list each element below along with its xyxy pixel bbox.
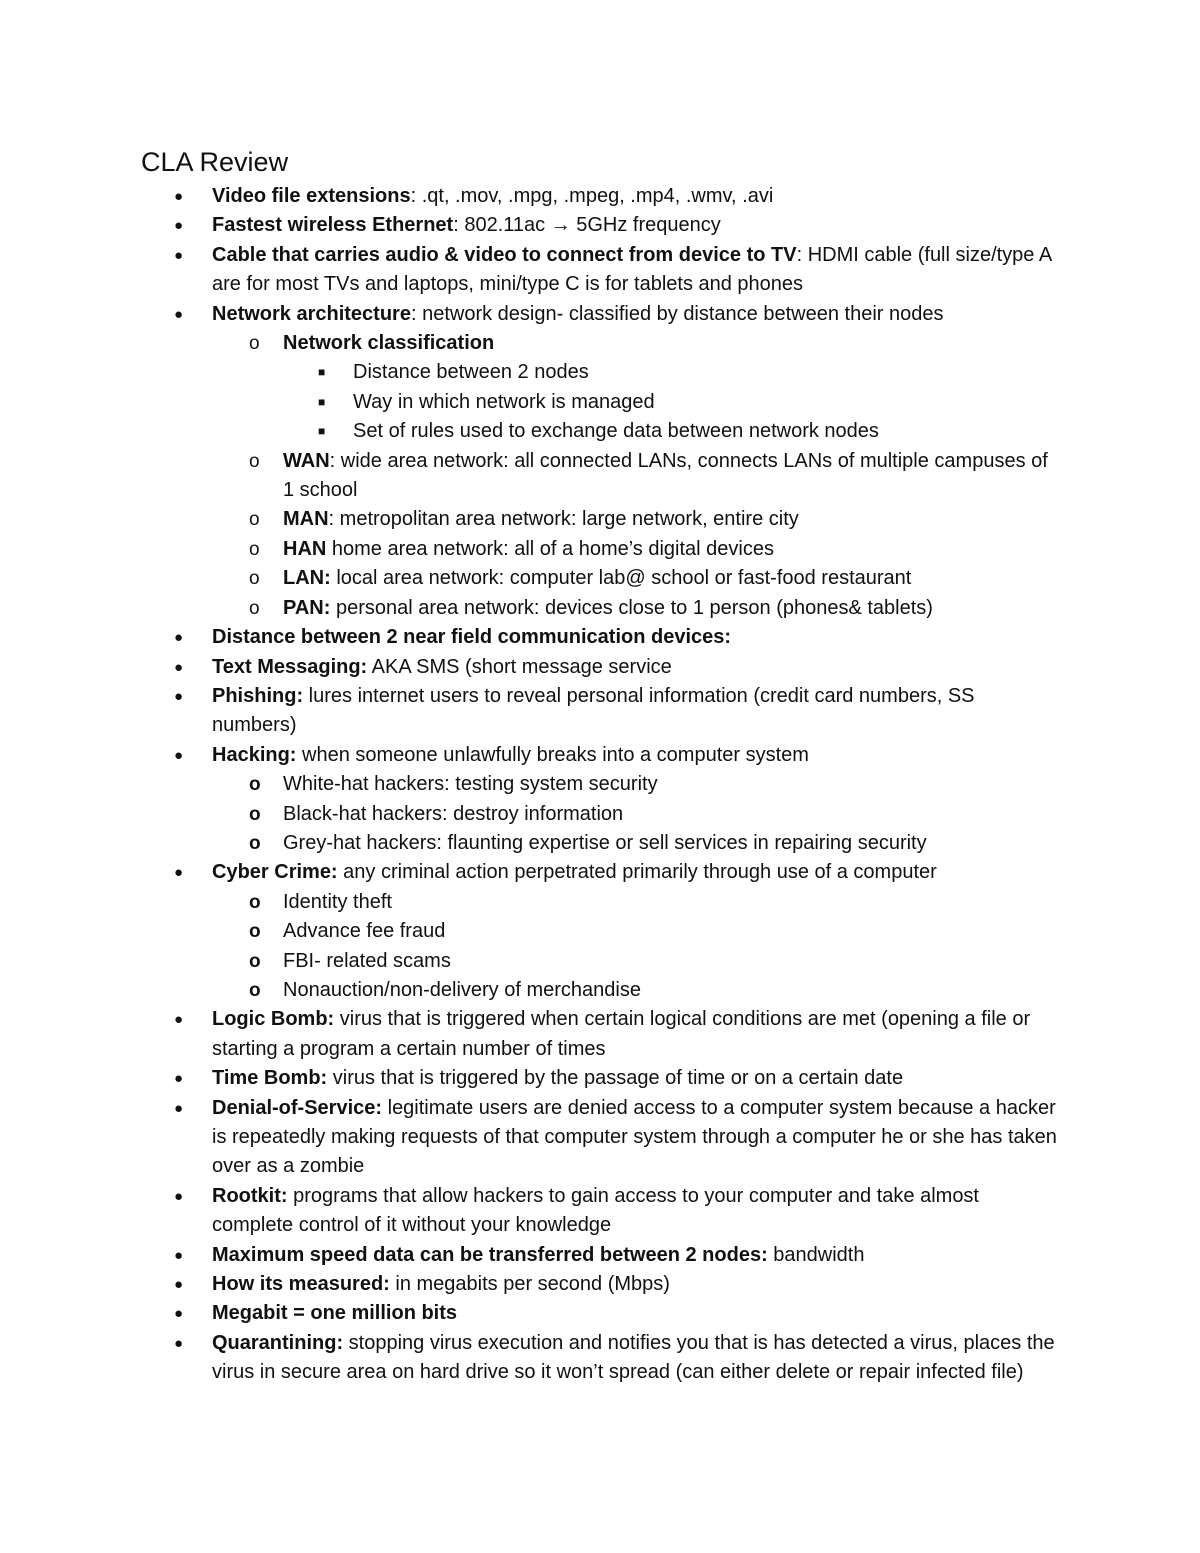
list-item <box>0 417 1053 446</box>
item-text: Advance fee fraud <box>283 920 446 943</box>
item-term: Network classification <box>283 332 495 355</box>
list-item <box>0 917 1053 946</box>
item-term: WAN <box>283 449 330 472</box>
item-text: Black-hat hackers: destroy information <box>283 802 624 825</box>
disc-bullet-icon: ● <box>174 1099 184 1117</box>
item-term: LAN: <box>283 567 331 590</box>
list-item <box>0 358 1053 387</box>
list-item <box>0 947 1053 976</box>
list-item <box>0 1064 1057 1093</box>
list-item <box>0 1005 1057 1064</box>
disc-bullet-icon: ● <box>174 658 184 676</box>
disc-bullet-icon: ● <box>174 246 184 264</box>
disc-bullet-icon: ● <box>174 864 184 882</box>
item-text: : metropolitan area network: large network, entire city <box>328 508 799 531</box>
circle-bullet-icon: o <box>249 538 260 560</box>
item-text: virus that is triggered when certain logical conditions are met (opening a file or starting a program a certain number of times <box>212 1008 1031 1060</box>
disc-bullet-icon: ● <box>174 629 184 647</box>
item-term: Hacking: <box>212 743 297 766</box>
item-term: Megabit = one million bits <box>212 1302 458 1325</box>
item-term: Maximum speed data can be transferred between 2 nodes: <box>212 1243 768 1266</box>
item-text: in megabits per second (Mbps) <box>389 1273 670 1296</box>
disc-bullet-icon: ● <box>174 1070 184 1088</box>
list-item <box>0 1299 1057 1328</box>
square-bullet-icon: ■ <box>318 394 326 409</box>
item-text: Nonauction/non-delivery of merchandise <box>283 978 641 1001</box>
list-item <box>0 829 1053 858</box>
circle-bullet-icon: o <box>249 921 261 943</box>
item-text: bandwidth <box>767 1243 865 1266</box>
circle-bullet-icon: o <box>249 450 260 472</box>
item-text: stopping virus execution and notifies you that is has detected a virus, places the virus in secure area on hard drive so it won’t spread (can either delete or repair infected file) <box>212 1331 1055 1384</box>
square-bullet-icon: ■ <box>318 365 326 380</box>
list-item <box>0 623 1057 652</box>
disc-bullet-icon: ● <box>174 188 184 205</box>
disc-bullet-icon: ● <box>174 1246 184 1264</box>
item-text: Way in which network is managed <box>353 390 655 413</box>
item-term: MAN <box>283 508 329 531</box>
item-term: Fastest wireless Ethernet <box>212 214 454 237</box>
item-text: : HDMI cable (full size/type A are for most TVs and laptops, mini/type C is for tablets and phones <box>212 243 1052 296</box>
circle-bullet-icon: o <box>249 597 260 619</box>
item-term: Denial-of-Service: <box>212 1096 383 1119</box>
list-item <box>0 1270 1057 1299</box>
item-text: legitimate users are denied access to a computer system because a hacker is repeatedly making requests of that computer system through a computer he or she has taken over as a zombie <box>212 1096 1057 1178</box>
item-text: virus that is triggered by the passage of time or on a certain date <box>327 1067 904 1090</box>
item-term: Rootkit: <box>212 1184 288 1207</box>
item-text: any criminal action perpetrated primarily through use of a computer <box>337 861 937 884</box>
list-item <box>0 447 1053 506</box>
disc-bullet-icon: ● <box>174 1305 184 1323</box>
circle-bullet-icon: o <box>249 509 260 531</box>
list-item <box>0 535 1053 564</box>
item-term: Cable that carries audio & video to connect from device to TV <box>212 243 797 266</box>
list-item <box>0 505 1053 534</box>
square-bullet-icon: ■ <box>318 424 326 439</box>
disc-bullet-icon: ● <box>174 305 184 323</box>
list-item <box>0 1329 1057 1388</box>
item-term: Text Messaging: <box>212 655 368 678</box>
circle-bullet-icon: o <box>249 832 261 854</box>
item-term: Phishing: <box>212 684 304 707</box>
item-term: Quarantining: <box>212 1331 344 1354</box>
list-item <box>0 888 1053 917</box>
item-term: Network architecture <box>212 302 411 325</box>
list-item <box>0 976 1053 1005</box>
list-item <box>0 329 1053 358</box>
list-item <box>0 1241 1057 1270</box>
disc-bullet-icon: ● <box>174 687 184 705</box>
item-term: Time Bomb: <box>212 1067 328 1090</box>
list-item <box>0 300 1057 329</box>
item-term: PAN: <box>283 596 331 619</box>
item-text: personal area network: devices close to 1 person (phones& tablets) <box>330 596 933 619</box>
list-item <box>0 388 1053 417</box>
item-term: HAN <box>283 537 327 560</box>
list-item <box>0 564 1053 593</box>
disc-bullet-icon: ● <box>174 1187 184 1205</box>
circle-bullet-icon: o <box>249 950 261 972</box>
item-text: when someone unlawfully breaks into a computer system <box>296 743 809 766</box>
list-item <box>0 1182 1057 1241</box>
disc-bullet-icon: ● <box>174 746 184 764</box>
item-term: How its measured: <box>212 1273 390 1296</box>
list-item <box>0 770 1053 799</box>
circle-bullet-icon: o <box>249 568 260 590</box>
list-item <box>0 800 1053 829</box>
item-term: Logic Bomb: <box>212 1008 335 1031</box>
item-text: home area network: all of a home’s digital devices <box>326 537 774 560</box>
item-text: Identity theft <box>283 890 392 913</box>
circle-bullet-icon: o <box>249 803 261 825</box>
item-text: FBI- related scams <box>283 949 451 972</box>
disc-bullet-icon: ● <box>174 1334 184 1352</box>
item-term: Cyber Crime: <box>212 861 338 884</box>
circle-bullet-icon: o <box>249 333 260 355</box>
item-term: Distance between 2 near field communication devices: <box>212 626 732 649</box>
item-text: Set of rules used to exchange data between network nodes <box>353 420 879 443</box>
circle-bullet-icon: o <box>249 774 261 796</box>
page-title: CLA Review <box>141 147 289 177</box>
circle-bullet-icon: o <box>249 891 261 913</box>
item-text: : .qt, .mov, .mpg, .mpeg, .mp4, .wmv, .avi <box>410 185 774 207</box>
item-text: AKA SMS (short message service <box>367 655 672 678</box>
item-text: lures internet users to reveal personal information (credit card numbers, SS numbers) <box>212 684 975 737</box>
list-item <box>0 682 1057 741</box>
list-item <box>0 182 1057 211</box>
item-text: : network design- classified by distance between their nodes <box>410 302 944 325</box>
list-item <box>0 858 1057 887</box>
review-list <box>0 182 1200 1388</box>
list-item <box>0 653 1057 682</box>
disc-bullet-icon: ● <box>174 1011 184 1029</box>
item-text: Distance between 2 nodes <box>353 361 589 384</box>
list-item <box>0 1094 1057 1182</box>
list-item <box>0 211 1057 240</box>
item-term: Video file extensions <box>212 185 411 207</box>
item-text: : wide area network: all connected LANs, connects LANs of multiple campuses of 1 school <box>283 449 1048 502</box>
circle-bullet-icon: o <box>249 979 261 1001</box>
list-item <box>0 594 1053 623</box>
item-text: Grey-hat hackers: flaunting expertise or sell services in repairing security <box>283 831 927 854</box>
disc-bullet-icon: ● <box>174 217 184 235</box>
item-text: local area network: computer lab@ school or fast-food restaurant <box>330 567 912 590</box>
list-item <box>0 241 1057 300</box>
disc-bullet-icon: ● <box>174 1276 184 1294</box>
item-text: White-hat hackers: testing system security <box>283 773 658 796</box>
list-item <box>0 741 1057 770</box>
item-text: : 802.11ac → 5GHz frequency <box>453 214 721 237</box>
item-text: programs that allow hackers to gain access to your computer and take almost complete control of it without your knowledge <box>212 1184 979 1237</box>
